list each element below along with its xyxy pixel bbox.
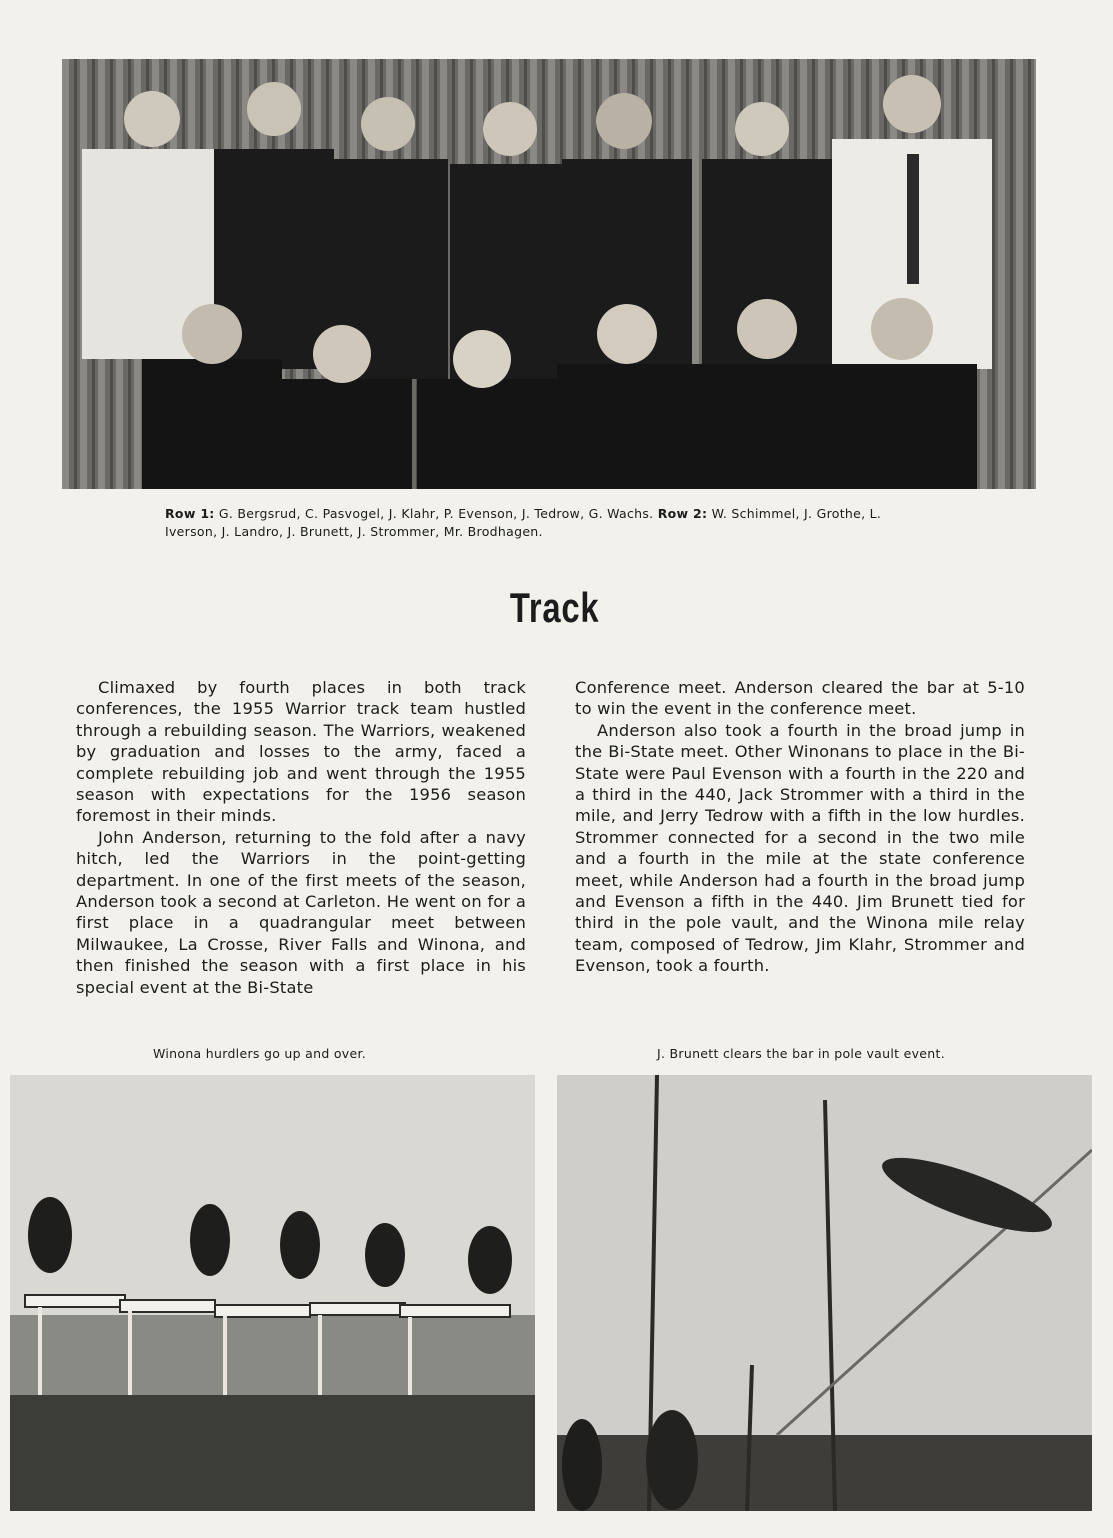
vault-photo xyxy=(557,1075,1092,1511)
team-photo xyxy=(62,59,1036,489)
team-photo-caption xyxy=(165,505,935,541)
row1-label: Row 1: xyxy=(165,506,215,521)
article-column-right xyxy=(575,677,1025,977)
paragraph: John Anderson, returning to the fold after a navy hitch, led the Warriors in the point-getting department. In one of the first meets of the season, Anderson took a second at Carleton. He went on for a first place in a quadrangular meet between Milwaukee, La Crosse, River Falls and Winona, and then finished the season with a first place in his special event at the Bi-State xyxy=(76,827,526,997)
paragraph: Conference meet. Anderson cleared the bar at 5-10 to win the event in the conference meet. xyxy=(575,678,1025,719)
row2-label: Row 2: xyxy=(657,506,708,521)
vault-photo-caption: J. Brunett clears the bar in pole vault event. xyxy=(657,1046,945,1061)
row1-names: G. Bergsrud, C. Pasvogel, J. Klahr, P. Evenson, J. Tedrow, G. Wachs. xyxy=(218,506,654,521)
article-column-left xyxy=(76,677,526,998)
paragraph: Anderson also took a fourth in the broad jump in the Bi-State meet. Other Winonans to place in the Bi-State were Paul Evenson with a fourth in the 220 and a third in the 440, Jack Strommer with a third in the mile, and Jerry Tedrow with a fifth in the low hurdles. Strommer connected for a second in the two mile and a fourth in the mile at the state conference meet, while Anderson had a fourth in the broad jump and Evenson a fifth in the 440. Jim Brunett tied for third in the pole vault, and the Winona mile relay team, composed of Tedrow, Jim Klahr, Strommer and Evenson, took a fourth. xyxy=(575,720,1025,976)
paragraph: Climaxed by fourth places in both track conferences, the 1955 Warrior track team hustled through a rebuilding season. The Warriors, weakened by graduation and losses to the army, faced a complete rebuilding job and went through the 1955 season with expectations for the 1956 season foremost in their minds. xyxy=(76,678,526,826)
hurdles-photo-caption: Winona hurdlers go up and over. xyxy=(153,1046,367,1061)
row2-names: W. Schimmel, J. Grothe, L. Iverson, J. Landro, J. Brunett, J. Strommer, Mr. Brodhagen. xyxy=(165,506,882,539)
page-title: Track xyxy=(509,584,600,631)
hurdles-photo xyxy=(10,1075,535,1511)
